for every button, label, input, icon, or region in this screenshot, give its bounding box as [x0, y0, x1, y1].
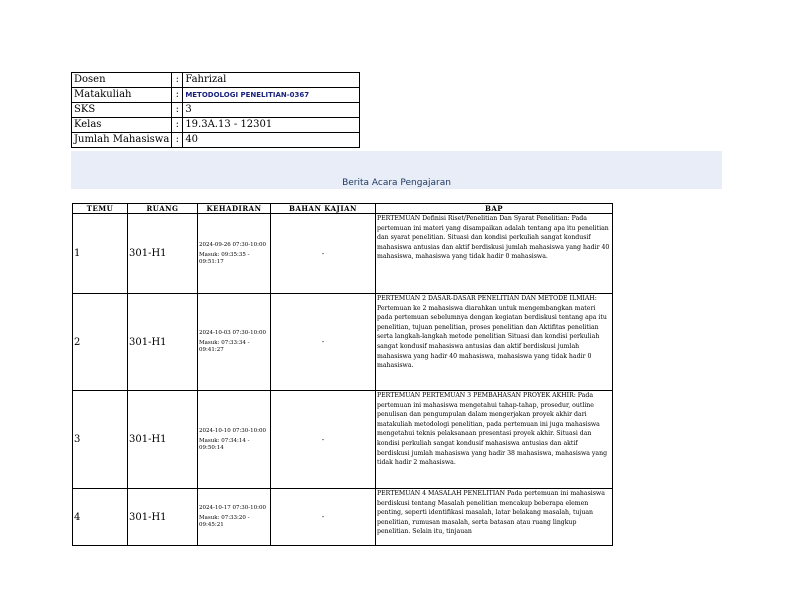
section-title: Berita Acara Pengajaran	[342, 178, 451, 188]
info-label: SKS	[72, 103, 172, 118]
cell-kehadiran	[198, 489, 271, 546]
info-value: 40	[183, 133, 360, 148]
attendance-checkin: Masuk: 07:33:34 - 09:41:27	[199, 340, 250, 353]
attendance-checkin: Masuk: 07:34:14 - 09:50:14	[199, 437, 250, 451]
course-info-table	[71, 72, 360, 148]
info-label: Jumlah Mahasiswa	[72, 133, 172, 148]
cell-bahan-kajian: -	[271, 489, 376, 546]
header-temu: TEMU	[73, 204, 128, 214]
bap-text: PERTEMUAN 2 DASAR-DASAR PENELITIAN DAN METODE ILMIAH: Pertemuan ke 2 mahasiswa diarahkan untuk mengembangkan materi pada pertemuan sebelumnya dengan kegiatan berdiskusi tentang apa itu penelitian, tujuan penelitian, proses penelitian dan Aktifitas penelitian serta langkah-langkah metode penelitian Situasi dan kondisi perkuliah sangat kondusif mahasiswa antusias dan aktif berdiskusi jumlah mahasiswa yang hadir 40 mahasiswa, mahasiswa yang tidak hadir 0 mahasiswa.	[377, 295, 607, 370]
cell-temu: 2	[73, 294, 128, 391]
info-row-dosen	[72, 73, 360, 88]
cell-ruang: 301-H1	[128, 294, 198, 391]
info-label: Matakuliah	[72, 88, 172, 103]
info-label: Dosen	[72, 73, 172, 88]
cell-kehadiran	[198, 391, 271, 489]
cell-bap	[376, 489, 613, 546]
info-value: 19.3A.13 - 12301	[183, 118, 360, 133]
bap-table	[72, 203, 613, 546]
cell-ruang: 301-H1	[128, 391, 198, 489]
cell-temu: 4	[73, 489, 128, 546]
cell-bahan-kajian: -	[271, 294, 376, 391]
cell-bap	[376, 391, 613, 489]
table-row	[73, 391, 613, 489]
cell-ruang: 301-H1	[128, 489, 198, 546]
attendance-schedule: 2024-10-10 07:30-10:00	[199, 427, 267, 434]
attendance-schedule: 2024-10-03 07:30-10:00	[199, 330, 267, 336]
info-label: Kelas	[72, 118, 172, 133]
info-separator: :	[172, 118, 183, 133]
cell-ruang: 301-H1	[128, 214, 198, 294]
cell-bap	[376, 214, 613, 294]
info-value: METODOLOGI PENELITIAN-0367	[183, 88, 360, 103]
info-separator: :	[172, 73, 183, 88]
bap-text: PERTEMUAN 4 MASALAH PENELITIAN Pada pertemuan ini mahasiswa berdiskusi tentang Masalah penelitian mencakup beberapa elemen penting, seperti identifikasi masalah, latar belakang masalah, tujuan penelitian, rumusan masalah, serta batasan atau ruang lingkup penelitian. Selain itu, tinjauan	[377, 490, 605, 536]
info-value: 3	[183, 103, 360, 118]
cell-kehadiran	[198, 294, 271, 391]
attendance-checkin: Masuk: 09:35:35 - 09:51:17	[199, 251, 250, 265]
info-row-jumlah-mahasiswa	[72, 133, 360, 148]
table-header-row	[73, 204, 613, 214]
attendance-checkin: Masuk: 07:33:20 - 09:45:21	[199, 515, 250, 528]
cell-temu: 1	[73, 214, 128, 294]
info-row-kelas	[72, 118, 360, 133]
cell-bap	[376, 294, 613, 391]
section-banner	[71, 151, 722, 189]
cell-kehadiran	[198, 214, 271, 294]
info-separator: :	[172, 88, 183, 103]
bap-text: PERTEMUAN PERTEMUAN 3 PEMBAHASAN PROYEK AKHIR: Pada pertemuan ini mahasiswa mengetahui tahap-tahap, prosedur, outline penulisan dan pengumpulan dalam mengerjakan proyek akhir dari matakuliah metodologi penelitian, pada pertemuan ini juga mahasiswa mengetahui teknis pelaksanaan presentasi proyek akhir. Situasi dan kondisi perkuliah sangat kondusif mahasiswa antusias dan aktif berdiskusi jumlah mahasiswa yang hadir 38 mahasiswa, mahasiswa yang tidak hadir 2 mahasiswa.	[377, 392, 608, 467]
header-kehadiran: KEHADIRAN	[198, 204, 271, 214]
info-row-matakuliah	[72, 88, 360, 103]
info-row-sks	[72, 103, 360, 118]
attendance-schedule: 2024-10-17 07:30-10:00	[199, 505, 267, 511]
info-value: Fahrizal	[183, 73, 360, 88]
table-row	[73, 214, 613, 294]
info-separator: :	[172, 133, 183, 148]
attendance-schedule: 2024-09-26 07:30-10:00	[199, 241, 267, 248]
table-row	[73, 489, 613, 546]
info-separator: :	[172, 103, 183, 118]
header-bap: BAP	[376, 204, 613, 214]
header-ruang: RUANG	[128, 204, 198, 214]
cell-temu: 3	[73, 391, 128, 489]
cell-bahan-kajian: -	[271, 391, 376, 489]
cell-bahan-kajian: -	[271, 214, 376, 294]
table-row	[73, 294, 613, 391]
header-bahan-kajian: BAHAN KAJIAN	[271, 204, 376, 214]
bap-text: PERTEMUAN Definisi Riset/Penelitian Dan Syarat Penelitian: Pada pertemuan ini materi yang disampaikan adalah tentang apa itu penelitian dan syarat penelitian. Situasi dan kondisi perkuliah sangat kondusif mahasiswa antusias dan aktif berdiskusi jumlah mahasiswa yang hadir 40 mahasiswa, mahasiswa yang tidak hadir 0 mahasiswa.	[377, 215, 610, 261]
